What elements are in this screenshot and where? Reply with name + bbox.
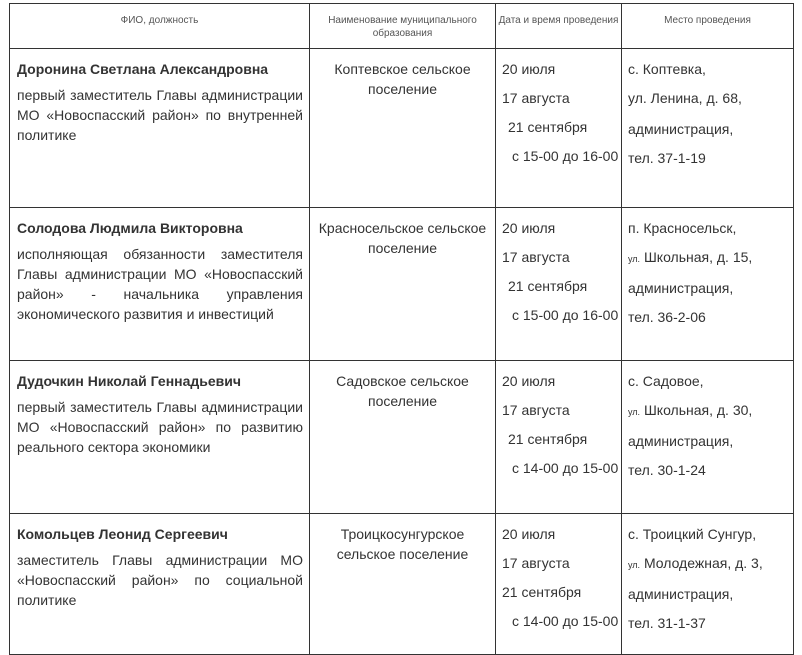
place-org: администрация, xyxy=(628,433,734,449)
fio-cell xyxy=(10,514,310,655)
municipality-cell: Троицкосунгурское сельское поселение xyxy=(310,514,496,655)
place-phone: тел. 37-1-19 xyxy=(628,150,706,166)
date-3: 21 сентября xyxy=(508,278,588,294)
place-cell xyxy=(622,49,794,208)
place-street: ул. Школьная, д. 30, xyxy=(628,402,753,418)
time-range: с 15-00 до 16-00 xyxy=(512,148,619,164)
datetime-cell xyxy=(496,49,622,208)
date-3: 21 сентября xyxy=(508,119,588,135)
datetime-cell xyxy=(496,361,622,514)
place-cell xyxy=(622,361,794,514)
date-1: 20 июля xyxy=(502,373,556,389)
municipality-cell: Садовское сельское поселение xyxy=(310,361,496,514)
municipality-cell: Красносельское сельское поселение xyxy=(310,208,496,361)
date-2: 17 августа xyxy=(502,249,570,265)
fio-cell xyxy=(10,208,310,361)
official-position: первый заместитель Главы администрации МО «Новоспасский район» по развитию реального сектора экономики xyxy=(17,399,303,455)
official-position: исполняющая обязанности заместителя Главы администрации МО «Новоспасский район» - начальника управления экономического развития и инвестиций xyxy=(17,246,303,322)
official-name: Доронина Светлана Александровна xyxy=(17,61,269,77)
place-cell xyxy=(622,208,794,361)
datetime-cell xyxy=(496,514,622,655)
place-locality: п. Красносельск, xyxy=(628,220,737,236)
time-range: с 14-00 до 15-00 xyxy=(512,460,619,476)
date-1: 20 июля xyxy=(502,61,556,77)
datetime-cell xyxy=(496,208,622,361)
place-locality: с. Садовое, xyxy=(628,373,704,389)
municipality-cell: Коптевское сельское поселение xyxy=(310,49,496,208)
official-name: Солодова Людмила Викторовна xyxy=(17,220,243,236)
fio-cell xyxy=(10,49,310,208)
place-locality: с. Коптевка, xyxy=(628,61,706,77)
place-cell xyxy=(622,514,794,655)
date-1: 20 июля xyxy=(502,220,556,236)
date-3: 21 сентября xyxy=(508,431,588,447)
place-street: ул. Ленина, д. 68, xyxy=(628,90,742,106)
header-datetime: Дата и время проведения xyxy=(496,4,622,49)
fio-cell xyxy=(10,361,310,514)
schedule-table xyxy=(9,3,794,655)
place-street: ул. Молодежная, д. 3, xyxy=(628,555,763,571)
place-phone: тел. 31-1-37 xyxy=(628,615,706,631)
official-position: заместитель Главы администрации МО «Новоспасский район» по социальной политике xyxy=(17,552,303,608)
header-fio: ФИО, должность xyxy=(10,4,310,49)
place-org: администрация, xyxy=(628,121,734,137)
time-range: с 15-00 до 16-00 xyxy=(512,307,619,323)
date-1: 20 июля xyxy=(502,526,556,542)
place-org: администрация, xyxy=(628,280,734,296)
date-3: 21 сентября xyxy=(502,584,582,600)
date-2: 17 августа xyxy=(502,555,570,571)
date-2: 17 августа xyxy=(502,402,570,418)
table-row xyxy=(10,49,794,208)
place-org: администрация, xyxy=(628,586,734,602)
table-row xyxy=(10,361,794,514)
official-name: Комольцев Леонид Сергеевич xyxy=(17,526,228,542)
header-row xyxy=(10,4,794,49)
date-2: 17 августа xyxy=(502,90,570,106)
header-municipality: Наименование муниципального образования xyxy=(310,4,496,49)
place-locality: с. Троицкий Сунгур, xyxy=(628,526,757,542)
time-range: с 14-00 до 15-00 xyxy=(512,613,619,629)
official-position: первый заместитель Главы администрации МО «Новоспасский район» по внутренней политике xyxy=(17,87,303,143)
place-phone: тел. 30-1-24 xyxy=(628,462,706,478)
place-phone: тел. 36-2-06 xyxy=(628,309,706,325)
table-row xyxy=(10,208,794,361)
header-place: Место проведения xyxy=(622,4,794,49)
official-name: Дудочкин Николай Геннадьевич xyxy=(17,373,242,389)
place-street: ул. Школьная, д. 15, xyxy=(628,249,753,265)
table-row xyxy=(10,514,794,655)
